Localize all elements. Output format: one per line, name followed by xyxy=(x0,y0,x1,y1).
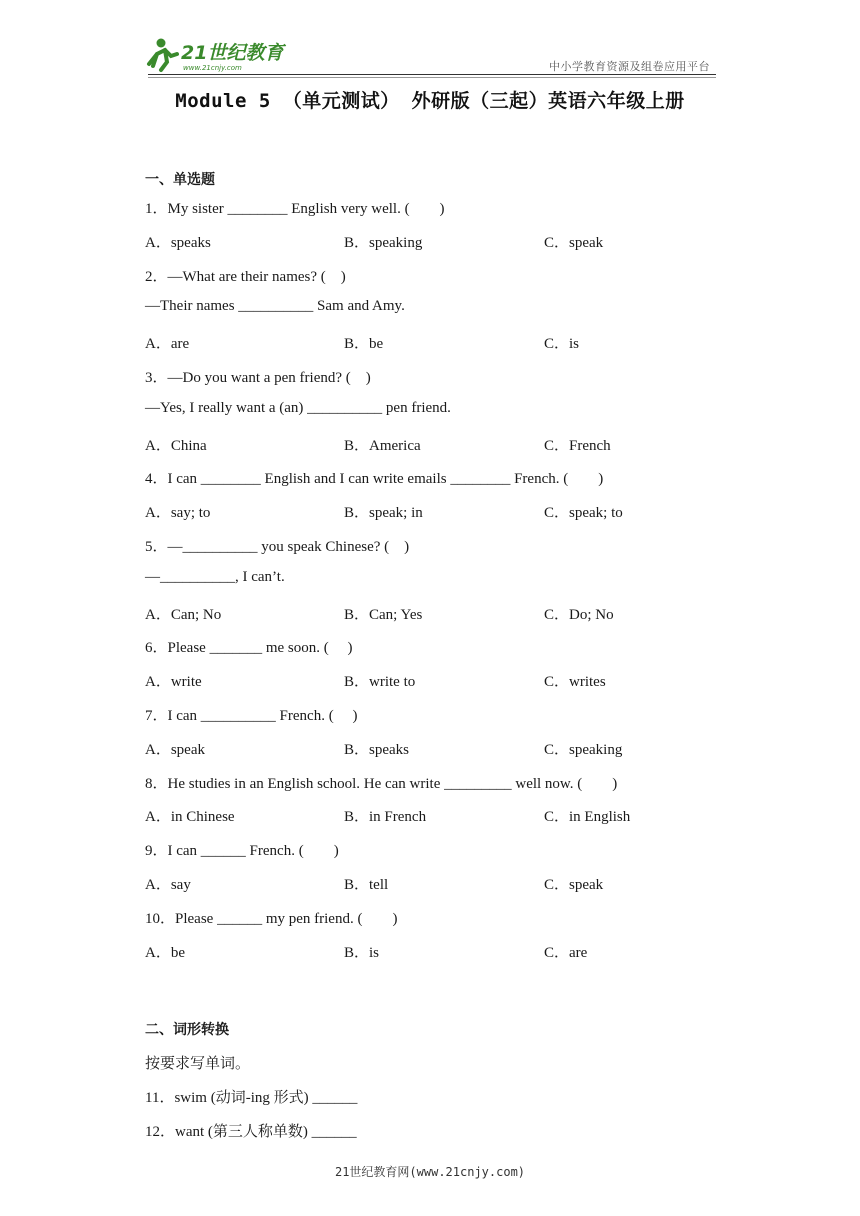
section-heading-word-forms: 二、词形转换 xyxy=(145,1022,229,1038)
answer-option: A．Can; No xyxy=(145,606,222,623)
question-stem: 10．Please ______ my pen friend. ( ) xyxy=(145,910,398,927)
answer-option: C．is xyxy=(544,336,580,353)
answer-option: A．in Chinese xyxy=(145,809,235,826)
answer-option: B．be xyxy=(344,336,384,353)
answer-option: B．in French xyxy=(344,809,427,826)
logo-text: 21世纪教育 xyxy=(181,42,284,64)
answer-option: C．speak; to xyxy=(544,505,623,522)
answer-option: C．in English xyxy=(544,809,631,826)
logo-url: www.21cnjy.com xyxy=(183,64,242,72)
question-stem: 1．My sister ________ English very well. ( ) xyxy=(145,201,445,217)
question-stem: 6．Please _______ me soon. ( ) xyxy=(145,640,353,657)
answer-option: B．is xyxy=(344,944,380,961)
answer-option: A．speaks xyxy=(145,234,211,251)
answer-option: C．French xyxy=(544,437,611,454)
answer-option: C．speaking xyxy=(544,741,623,758)
question-stem: 8．He studies in an English school. He can write _________ well now. ( ) xyxy=(145,775,618,792)
site-logo xyxy=(143,36,303,74)
answer-option: C．are xyxy=(544,944,588,961)
answer-option: A．say; to xyxy=(145,505,211,522)
answer-option: A．speak xyxy=(145,741,205,758)
question-stem: 5．—__________ you speak Chinese? ( ) xyxy=(145,539,410,555)
page-footer: 21世纪教育网(www.21cnjy.com) xyxy=(334,1165,526,1179)
document-title: Module 5 （单元测试） 外研版（三起）英语六年级上册 xyxy=(175,90,685,112)
word-form-item: 12．want (第三人称单数) ______ xyxy=(145,1124,357,1140)
word-form-item: 11．swim (动词-ing 形式) ______ xyxy=(145,1090,358,1106)
section-instruction: 按要求写单词。 xyxy=(145,1056,251,1072)
answer-option: A．say xyxy=(145,877,191,893)
answer-option: A．write xyxy=(145,674,202,691)
answer-option: A．are xyxy=(145,336,190,353)
answer-option: B．Can; Yes xyxy=(344,606,423,623)
answer-option: C．speak xyxy=(544,877,604,893)
question-dialogue-line: —Their names __________ Sam and Amy. xyxy=(145,298,405,315)
answer-option: C．writes xyxy=(544,674,606,691)
question-stem: 3．—Do you want a pen friend? ( ) xyxy=(145,370,371,386)
question-dialogue-line: —Yes, I really want a (an) __________ pen friend. xyxy=(145,399,451,416)
header-rule xyxy=(148,74,716,75)
answer-option: C．Do; No xyxy=(544,606,614,623)
question-stem: 7．I can __________ French. ( ) xyxy=(145,708,358,724)
answer-option: B．speaking xyxy=(344,234,423,251)
answer-option: B．write to xyxy=(344,674,416,691)
page-header xyxy=(143,36,718,76)
platform-tagline: 中小学教育资源及组卷应用平台 xyxy=(549,60,710,73)
question-dialogue-line: —__________, I can’t. xyxy=(145,568,285,585)
question-stem: 2．—What are their names? ( ) xyxy=(145,268,346,285)
answer-option: B．America xyxy=(344,437,421,454)
question-stem: 9．I can ______ French. ( ) xyxy=(145,843,339,860)
header-rule-thin xyxy=(148,77,716,78)
question-stem: 4．I can ________ English and I can write emails ________ French. ( ) xyxy=(145,471,604,488)
answer-option: C．speak xyxy=(544,234,604,251)
answer-option: A．China xyxy=(145,437,207,454)
section-heading-multiple-choice: 一、单选题 xyxy=(145,172,215,188)
answer-option: B．speaks xyxy=(344,741,409,758)
answer-option: B．speak; in xyxy=(344,505,423,522)
answer-option: B．tell xyxy=(344,877,389,893)
answer-option: A．be xyxy=(145,944,185,961)
